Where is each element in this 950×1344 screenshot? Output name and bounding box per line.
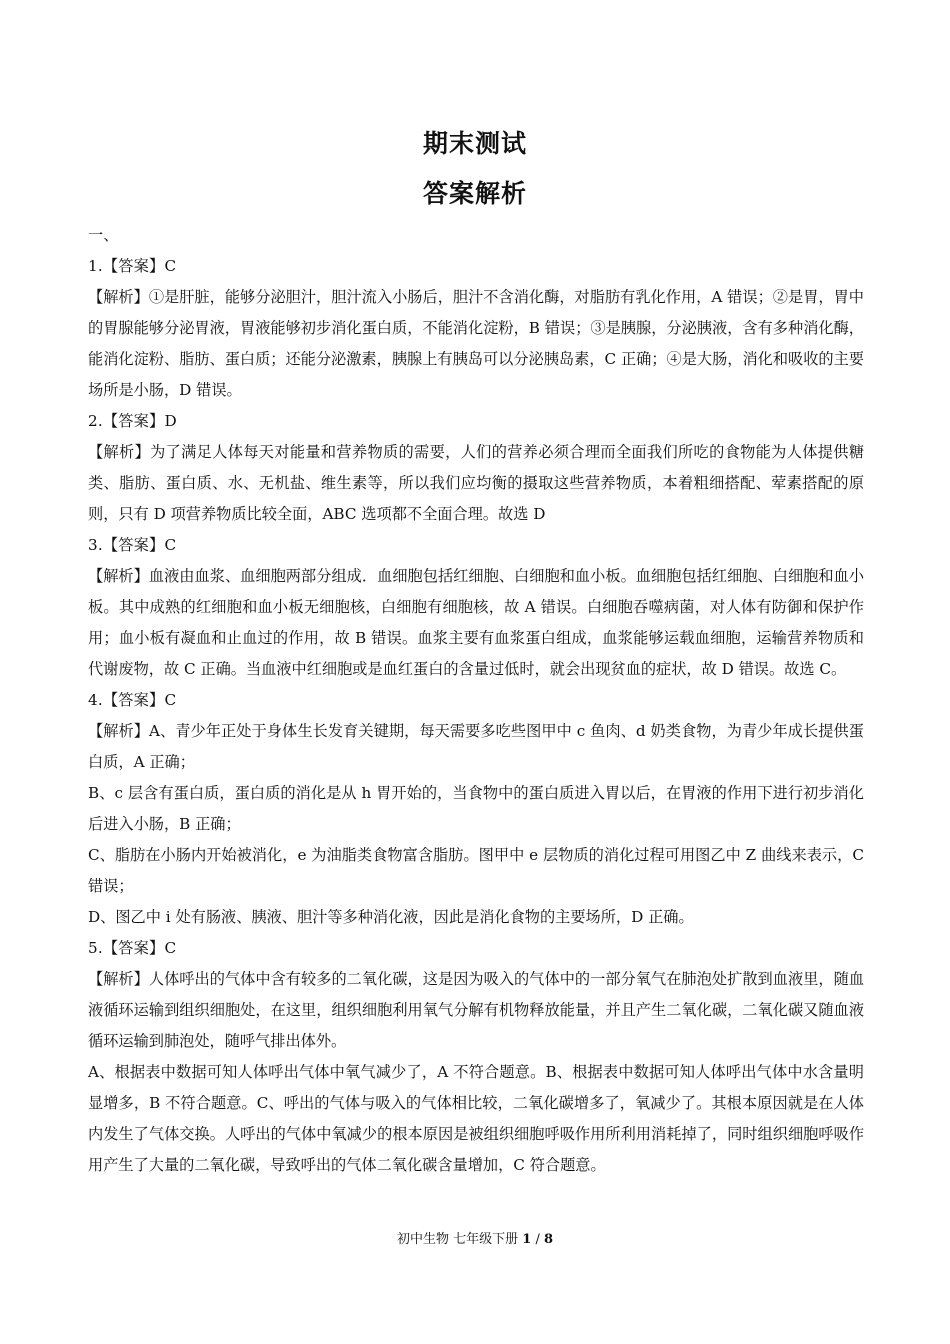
question-4-analysis-d: D、图乙中 i 处有肠液、胰液、胆汁等多种消化液，因此是消化食物的主要场所，D 正确。 [88,908,694,926]
footer-page-current: 1 [522,1232,532,1247]
question-1-analysis: 【解析】①是肝脏，能够分泌胆汁，胆汁流入小肠后，胆汁不含消化酶，对脂肪有乳化作用，A 错误；②是胃，胃中的胃腺能够分泌胃液，胃液能够初步消化蛋白质，不能消化淀粉，B 错误；③是胰腺，分泌胰液，含有多种消化酶，能消化淀粉、脂肪、蛋白质；还能分泌激素，胰腺上有胰岛可以分泌胰岛素，C 正确；④是大肠，消化和吸收的主要场所是小肠，D 错误。 [88,288,864,399]
question-5-analysis-options: A、根据表中数据可知人体呼出气体中氧气减少了，A 不符合题意。B、根据表中数据可知人体呼出气体中水含量明显增多，B 不符合题意。C、呼出的气体与吸入的气体相比较，二氧化碳增多了，氧减少了。其根本原因就是在人体内发生了气体交换。人呼出的气体中氧减少的根本原因是被组织细胞呼吸作用所利用消耗掉了，同时组织细胞呼吸作用产生了大量的二氧化碳，导致呼出的气体二氧化碳含量增加，C 符合题意。 [88,1063,864,1174]
question-3-answer: 3.【答案】C [88,536,177,554]
question-4-analysis-b: B、c 层含有蛋白质，蛋白质的消化是从 h 胃开始的，当食物中的蛋白质进入胃以后，在胃液的作用下进行初步消化后进入小肠，B 正确； [88,784,864,833]
question-4-answer: 4.【答案】C [88,691,177,709]
question-2-analysis: 【解析】为了满足人体每天对能量和营养物质的需要，人们的营养必须合理而全面我们所吃的食物能为人体提供糖类、脂肪、蛋白质、水、无机盐、维生素等，所以我们应均衡的摄取这些营养物质，本着粗细搭配、荤素搭配的原则，只有 D 项营养物质比较全面，ABC 选项都不全面合理。故选 D [88,443,864,523]
footer-page-separator: / [535,1232,540,1247]
question-5-answer: 5.【答案】C [88,939,177,957]
question-3-analysis: 【解析】血液由血浆、血细胞两部分组成．血细胞包括红细胞、白细胞和血小板。血细胞包括红细胞、白细胞和血小板。其中成熟的红细胞和血小板无细胞核，白细胞有细胞核，故 A 错误。白细胞吞噬病菌，对人体有防御和保护作用；血小板有凝血和止血过的作用，故 B 错误。血浆主要有血浆蛋白组成，血浆能够运载血细胞，运输营养物质和代谢废物，故 C 正确。当血液中红细胞或是血红蛋白的含量过低时，就会出现贫血的症状，故 D 错误。故选 C。 [88,567,864,678]
question-5-analysis-main: 【解析】人体呼出的气体中含有较多的二氧化碳，这是因为吸入的气体中的一部分氧气在肺泡处扩散到血液里，随血液循环运输到组织细胞处，在这里，组织细胞利用氧气分解有机物释放能量，并且产生二氧化碳，二氧化碳又随血液循环运输到肺泡处，随呼气排出体外。 [88,970,864,1050]
footer-course: 初中生物 七年级下册 [396,1232,519,1247]
answer-content [88,220,864,1181]
page-footer [0,1228,950,1247]
question-2-answer: 2.【答案】D [88,412,177,430]
question-1-answer: 1.【答案】C [88,257,177,275]
footer-page-total: 8 [543,1232,554,1247]
question-4-analysis-a: 【解析】A、青少年正处于身体生长发育关键期，每天需要多吃些图甲中 c 鱼肉、d 奶类食物，为青少年成长提供蛋白质，A 正确； [88,722,864,771]
page-title: 期末测试 [422,129,527,158]
page-subtitle: 答案解析 [422,179,527,208]
section-marker: 一、 [88,226,119,244]
question-4-analysis-c: C、脂肪在小肠内开始被消化，e 为油脂类食物富含脂肪。图甲中 e 层物质的消化过程可用图乙中 Z 曲线来表示，C 错误； [88,846,864,895]
